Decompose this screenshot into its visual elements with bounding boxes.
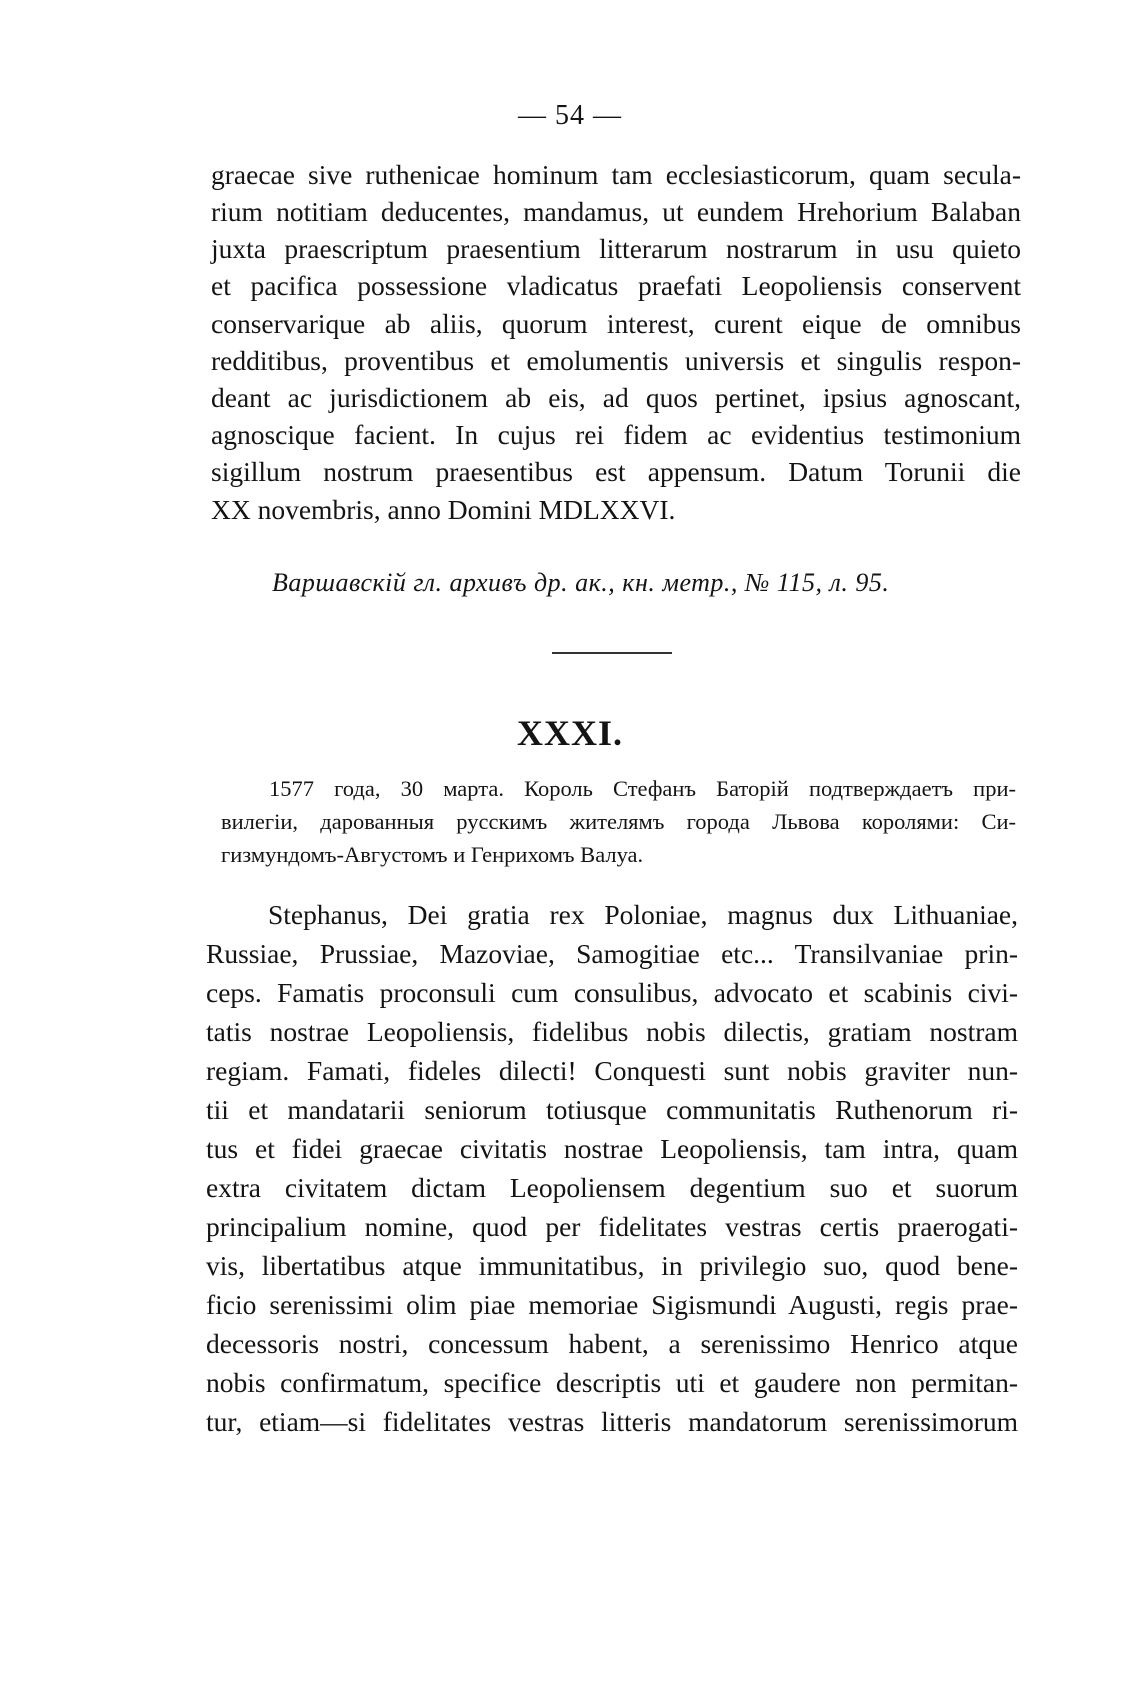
text-line: conservarique ab aliis, quorum interest, curent eique de omnibus <box>211 308 1021 339</box>
text-line: graecae sive ruthenicae hominum tam ecclesiasticorum, quam secula- <box>211 159 1021 190</box>
text-line: regiam. Famati, fideles dilecti! Conquesti sunt nobis graviter nun- <box>206 1055 1018 1086</box>
text-line: XX novembris, anno Domini MDLXXVI. <box>211 494 676 525</box>
summary-line: вилегіи, дарованныя русскимъ жителямъ города Львова королями: Си- <box>221 809 1016 834</box>
section-heading: XXXI. <box>516 713 623 753</box>
text-line: tii et mandatarii seniorum totiusque communitatis Ruthenorum ri- <box>206 1094 1018 1125</box>
text-line: ceps. Famatis proconsuli cum consulibus, advocato et scabinis civi- <box>206 977 1018 1008</box>
summary-line: гизмундомъ-Августомъ и Генрихомъ Валуа. <box>221 842 644 867</box>
text-line: redditibus, proventibus et emolumentis universis et singulis respon- <box>211 345 1021 376</box>
text-line: Stephanus, Dei gratia rex Poloniae, magnus dux Lithuaniae, <box>268 899 1018 930</box>
page-number: — 54 — <box>518 100 622 131</box>
archive-source-note: Варшавскій гл. архивъ др. ак., кн. метр., № 115, л. 95. <box>272 568 890 597</box>
text-line: decessoris nostri, concessum habent, a serenissimo Henrico atque <box>206 1328 1018 1359</box>
text-line: tur, etiam—si fidelitates vestras litteris mandatorum serenissimorum <box>206 1406 1018 1437</box>
text-line: sigillum nostrum praesentibus est appensum. Datum Torunii die <box>211 456 1021 487</box>
text-line: tus et fidei graecae civitatis nostrae Leopoliensis, tam intra, quam <box>206 1133 1018 1164</box>
text-line: ficio serenissimi olim piae memoriae Sigismundi Augusti, regis prae- <box>206 1289 1018 1320</box>
section-divider <box>552 652 672 654</box>
text-line: principalium nomine, quod per fidelitates vestras certis praerogati- <box>206 1211 1018 1242</box>
text-line: vis, libertatibus atque immunitatibus, in privilegio suo, quod bene- <box>206 1250 1018 1281</box>
text-line: tatis nostrae Leopoliensis, fidelibus nobis dilectis, gratiam nostram <box>206 1016 1018 1047</box>
text-line: deant ac jurisdictionem ab eis, ad quos pertinet, ipsius agnoscant, <box>211 382 1021 413</box>
text-line: agnoscique facient. In cujus rei fidem ac evidentius testimonium <box>211 419 1021 450</box>
text-line: juxta praescriptum praesentium litterarum nostrarum in usu quieto <box>211 233 1021 264</box>
text-line: rium notitiam deducentes, mandamus, ut eundem Hrehorium Balaban <box>211 196 1021 227</box>
summary-line: 1577 года, 30 марта. Король Стефанъ Баторій подтверждаетъ при- <box>269 776 1016 801</box>
text-line: extra civitatem dictam Leopoliensem degentium suo et suorum <box>206 1172 1018 1203</box>
text-line: Russiae, Prussiae, Mazoviae, Samogitiae etc... Transilvaniae prin- <box>206 938 1018 969</box>
text-line: nobis confirmatum, specifice descriptis uti et gaudere non permitan- <box>206 1367 1018 1398</box>
text-line: et pacifica possessione vladicatus praefati Leopoliensis conservent <box>211 270 1021 301</box>
